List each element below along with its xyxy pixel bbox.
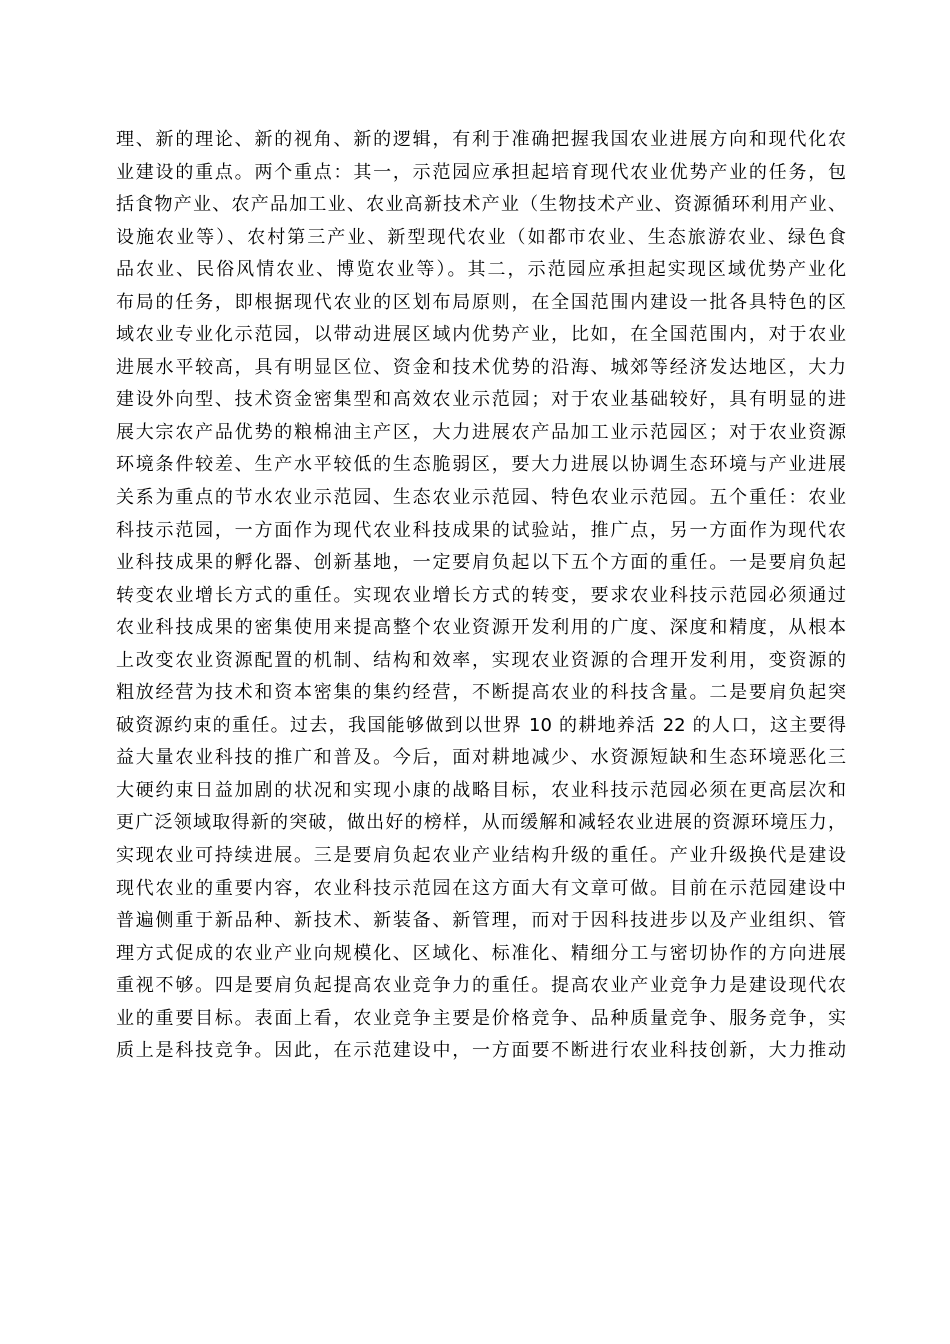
body-text xyxy=(116,124,846,1068)
text-line: 理、新的理论、新的视角、新的逻辑，有利于准确把握我国农业进展方向和现代化农 xyxy=(116,129,846,150)
text-line: 转变农业增长方式的重任。实现农业增长方式的转变，要求农业科技示范园必须通过 xyxy=(116,584,846,606)
text-line: 业科技成果的孵化器、创新基地，一定要肩负起以下五个方面的重任。一是要肩负起 xyxy=(116,552,846,574)
text-line: 布局的任务，即根据现代农业的区划布局原则，在全国范围内建设一批各具特色的区 xyxy=(116,291,846,313)
text-line: 设施农业等）、农村第三产业、新型现代农业（如都市农业、生态旅游农业、绿色食 xyxy=(116,226,846,248)
text-line: 环境条件较差、生产水平较低的生态脆弱区，要大力进展以协调生态环境与产业进展 xyxy=(116,454,846,476)
text-line: 粗放经营为技术和资本密集的集约经营，不断提高农业的科技含量。二是要肩负起突 xyxy=(116,682,846,704)
text-line: 业的重要目标。表面上看，农业竞争主要是价格竞争、品种质量竞争、服务竞争，实 xyxy=(116,1007,846,1029)
text-line: 域农业专业化示范园，以带动进展区域内优势产业，比如，在全国范围内，对于农业 xyxy=(116,324,846,346)
text-line: 质上是科技竞争。因此，在示范建设中，一方面要不断进行农业科技创新，大力推动 xyxy=(116,1040,846,1062)
text-line: 益大量农业科技的推广和普及。今后，面对耕地减少、水资源短缺和生态环境恶化三 xyxy=(116,747,846,769)
text-line: 重视不够。四是要肩负起提高农业竞争力的重任。提高农业产业竞争力是建设现代农 xyxy=(116,975,846,997)
text-line: 展大宗农产品优势的粮棉油主产区，大力进展农产品加工业示范园区；对于农业资源 xyxy=(116,421,846,443)
text-line: 大硬约束日益加剧的状况和实现小康的战略目标，农业科技示范园必须在更高层次和 xyxy=(116,779,846,801)
text-line: 理方式促成的农业产业向规模化、区域化、标准化、精细分工与密切协作的方向进展 xyxy=(116,942,846,964)
text-line: 建设外向型、技术资金密集型和高效农业示范园；对于农业基础较好，具有明显的进 xyxy=(116,389,846,411)
text-line: 破资源约束的重任。过去，我国能够做到以世界 10 的耕地养活 22 的人口，这主要得 xyxy=(116,714,846,736)
text-line: 更广泛领域取得新的突破，做出好的榜样，从而缓解和减轻农业进展的资源环境压力， xyxy=(116,812,846,834)
text-line: 括食物产业、农产品加工业、农业高新技术产业（生物技术产业、资源循环利用产业、 xyxy=(116,194,846,216)
text-line: 品农业、民俗风情农业、博览农业等）。其二，示范园应承担起实现区域优势产业化 xyxy=(116,259,846,281)
text-line: 普遍侧重于新品种、新技术、新装备、新管理，而对于因科技进步以及产业组织、管 xyxy=(116,910,846,932)
text-line: 科技示范园，一方面作为现代农业科技成果的试验站，推广点，另一方面作为现代农 xyxy=(116,519,846,541)
text-line: 实现农业可持续进展。三是要肩负起农业产业结构升级的重任。产业升级换代是建设 xyxy=(116,845,846,867)
text-line: 业建设的重点。两个重点：其一，示范园应承担起培育现代农业优势产业的任务，包 xyxy=(116,161,846,183)
text-line: 进展水平较高，具有明显区位、资金和技术优势的沿海、城郊等经济发达地区，大力 xyxy=(116,356,846,378)
text-line: 关系为重点的节水农业示范园、生态农业示范园、特色农业示范园。五个重任：农业 xyxy=(116,487,846,509)
text-line: 现代农业的重要内容，农业科技示范园在这方面大有文章可做。目前在示范园建设中 xyxy=(116,877,846,899)
text-line: 农业科技成果的密集使用来提高整个农业资源开发利用的广度、深度和精度，从根本 xyxy=(116,617,846,639)
text-line: 上改变农业资源配置的机制、结构和效率，实现农业资源的合理开发利用，变资源的 xyxy=(116,649,846,671)
